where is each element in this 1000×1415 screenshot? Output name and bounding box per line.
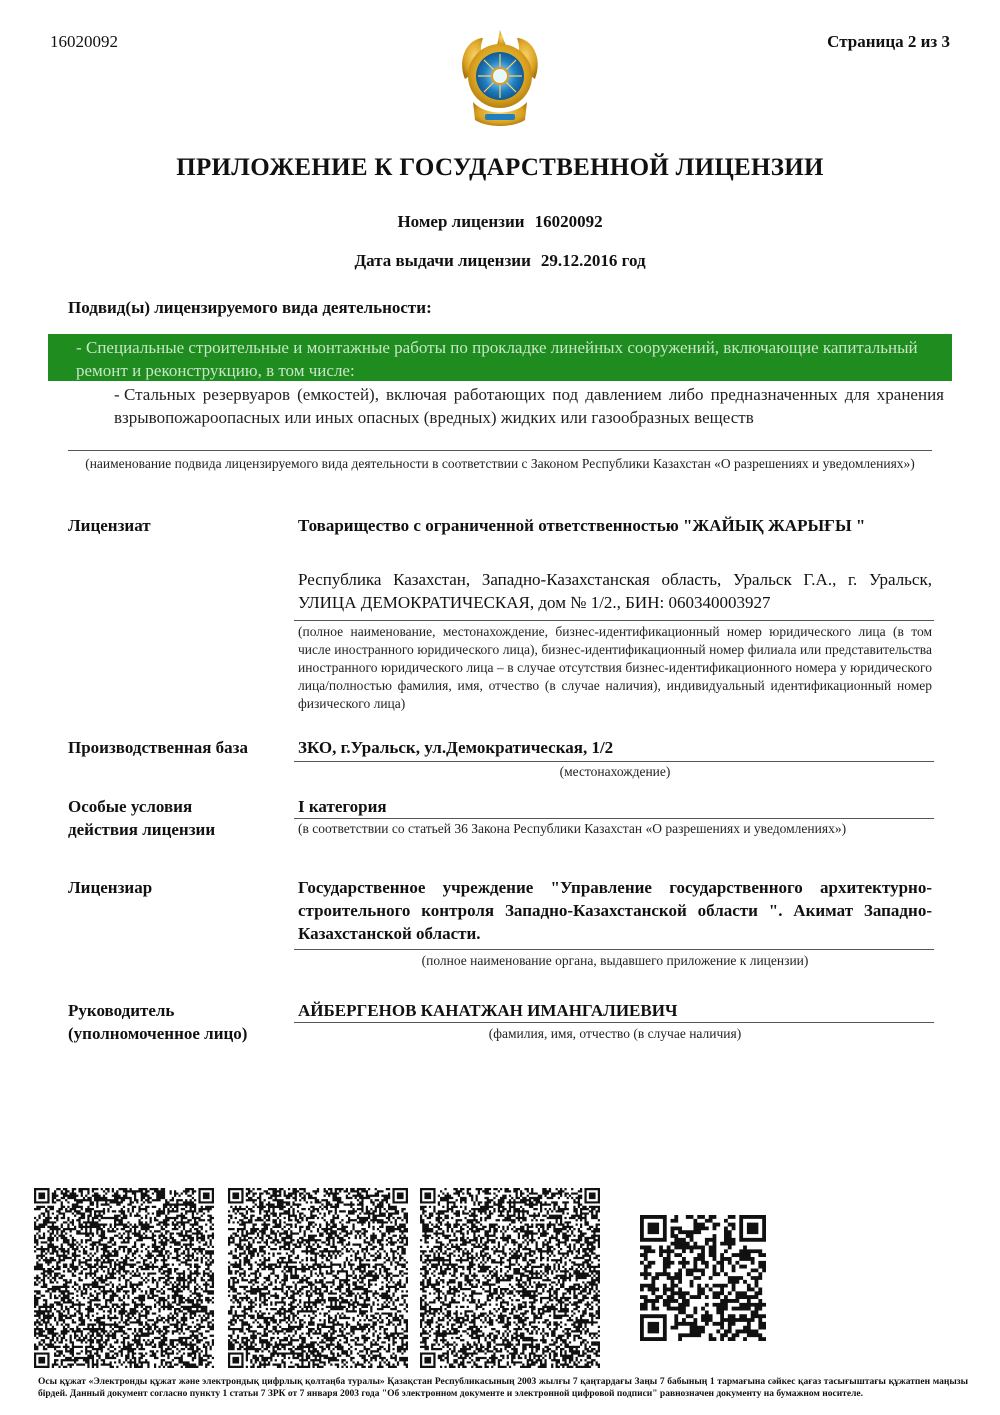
subtypes-heading: Подвид(ы) лицензируемого вида деятельности: (68, 298, 432, 317)
subtype-item: - Стальных резервуаров (емкостей), включая работающих под давлением либо предназначенных для хранения взрывопожароопасных или иных опасных (вредных) жидких или газообразных веществ (114, 385, 944, 427)
qr-code-icon (640, 1215, 766, 1341)
head-label (68, 999, 247, 1045)
divider (294, 1022, 934, 1023)
special-conditions-note: (в соответствии со статьей 36 Закона Республики Казахстан «О разрешениях и уведомлениях») (298, 821, 847, 836)
license-date-label: Дата выдачи лицензии (354, 251, 531, 270)
special-conditions-label (68, 795, 215, 841)
subtypes-note: (наименование подвида лицензируемого вида деятельности в соответствии с Законом Республики Казахстан «О разрешениях и уведомлениях») (85, 456, 915, 471)
head-label-line: Руководитель (68, 1001, 175, 1020)
head-value: АЙБЕРГЕНОВ КАНАТЖАН ИМАНГАЛИЕВИЧ (298, 1001, 678, 1020)
production-base-label: Производственная база (68, 738, 248, 757)
licensee-name: Товарищество с ограниченной ответственностью "ЖАЙЫҚ ЖАРЫҒЫ " (298, 516, 866, 535)
subtype-item-text: Специальные строительные и монтажные работы по прокладке линейных сооружений, включающие капитальный ремонт и реконструкцию, в том числе: (76, 338, 918, 380)
license-number-row (0, 212, 1000, 232)
state-emblem-icon (455, 24, 545, 134)
licensor-note: (полное наименование органа, выдавшего приложение к лицензии) (421, 953, 809, 968)
special-conditions-value: I категория (298, 797, 387, 816)
special-conditions-label-line: Особые условия (68, 797, 193, 816)
divider (68, 450, 932, 451)
divider (294, 761, 934, 762)
qr-code-icon (420, 1188, 600, 1368)
legal-footer: Осы құжат «Электронды құжат және электрондық цифрлық қолтаңба туралы» Қазақстан Республикасының 2003 жылғы 7 қаңтардағы Заңы 7 бабының 1 тармағына сәйкес қағаз тасығыштағы құжатпен маңызы бірдей. Данный документ согласно пункту 1 статьи 7 ЗРК от 7 января 2003 года "Об электронном документе и электронной цифровой подписи" равнозначен документу на бумажном носителе. (38, 1377, 968, 1399)
divider (294, 818, 934, 819)
licensor-value: Государственное учреждение "Управление государственного архитектурно-строительного контроля Западно-Казахстанской области ". Акимат Западно-Казахстанской области. (298, 878, 932, 943)
licensee-label: Лицензиат (68, 516, 151, 535)
divider (294, 620, 934, 621)
license-number-label: Номер лицензии (397, 212, 525, 231)
qr-code-modules (228, 1188, 408, 1368)
page-title: ПРИЛОЖЕНИЕ К ГОСУДАРСТВЕННОЙ ЛИЦЕНЗИИ (176, 154, 824, 181)
licensee-address: Республика Казахстан, Западно-Казахстанская область, Уральск Г.А., г. Уральск, УЛИЦА ДЕМОКРАТИЧЕСКАЯ, дом № 1/2., БИН: 060340003927 (298, 570, 932, 612)
head-note: (фамилия, имя, отчество (в случае наличия) (488, 1026, 742, 1041)
production-base-note: (местонахождение) (559, 764, 671, 779)
license-date-row (0, 251, 1000, 271)
qr-code-modules (34, 1188, 214, 1368)
head-label-line: (уполномоченное лицо) (68, 1024, 248, 1043)
qr-code-icon (228, 1188, 408, 1368)
subtype-item-text: Стальных резервуаров (емкостей), включая работающих под давлением либо предназначенных для хранения взрывопожароопасных или иных опасных (вредных) жидких или газообразных веществ (114, 385, 944, 427)
licensor-label: Лицензиар (68, 878, 153, 897)
page-indicator: Страница 2 из 3 (827, 32, 950, 51)
qr-code-modules (640, 1215, 766, 1341)
divider (294, 949, 934, 950)
subtype-item: - Специальные строительные и монтажные работы по прокладке линейных сооружений, включающие капитальный ремонт и реконструкцию, в том числе: (76, 338, 918, 380)
license-number-value: 16020092 (534, 212, 603, 231)
qr-code-icon (34, 1188, 214, 1368)
licensee-note: (полное наименование, местонахождение, бизнес-идентификационный номер юридического лица (в том числе иностранного юридического лица), бизнес-идентификационный номер филиала или представительства иностранного юридического лица – в случае отсутствия бизнес-идентификационного номера у юридического лица/полностью фамилия, имя, отчество (в случае наличия), индивидуальный идентификационный номер физического лица) (298, 624, 932, 711)
license-date-value: 29.12.2016 год (540, 251, 646, 270)
document-number: 16020092 (50, 32, 118, 51)
qr-code-modules (420, 1188, 600, 1368)
production-base-value: ЗКО, г.Уральск, ул.Демократическая, 1/2 (298, 738, 614, 757)
special-conditions-label-line: действия лицензии (68, 820, 216, 839)
